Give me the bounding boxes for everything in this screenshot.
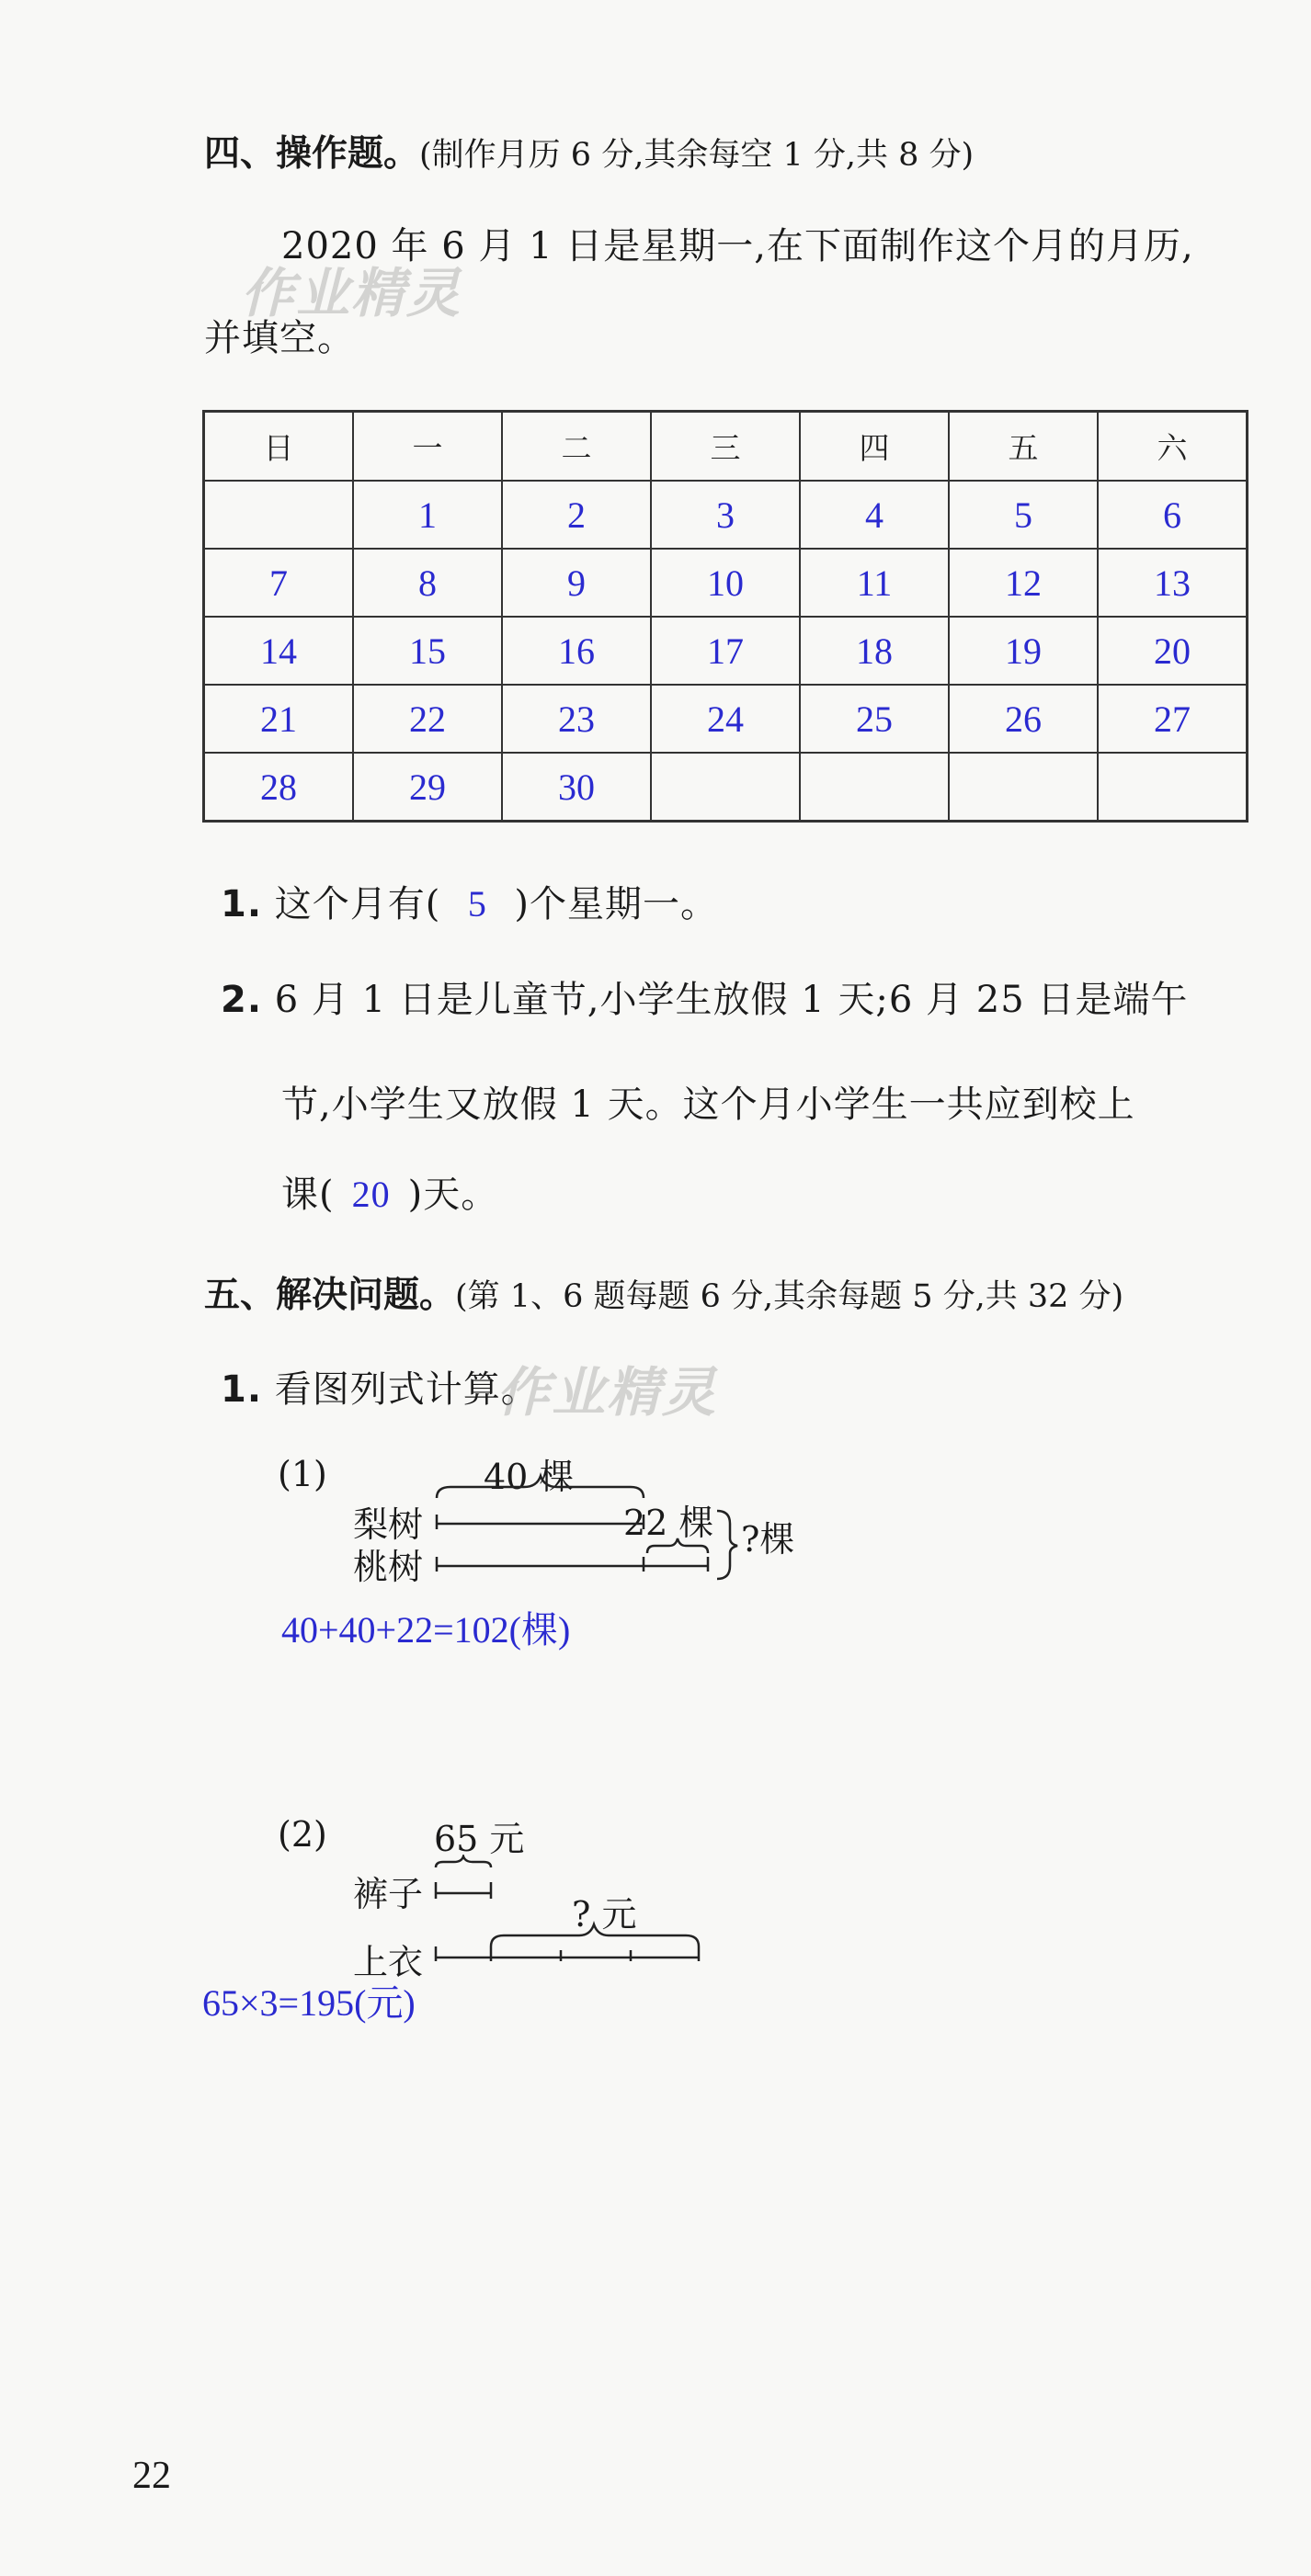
calendar-cell: 12 [949, 549, 1098, 617]
calendar-cell: 11 [800, 549, 949, 617]
brace-jacket [491, 1924, 699, 1946]
calendar-cell [1098, 753, 1248, 822]
calendar-table [202, 410, 1248, 823]
question-number: 1. [221, 883, 263, 925]
calendar-cell: 13 [1098, 549, 1248, 617]
problem2-question: ? 元 [572, 1894, 637, 1935]
calendar-header-row [204, 412, 1248, 482]
problem1-total: ?棵 [741, 1519, 795, 1560]
calendar-cell [651, 753, 800, 822]
calendar-cell: 18 [800, 617, 949, 685]
calendar-row [204, 617, 1248, 685]
calendar-cell: 9 [502, 549, 651, 617]
question-text: 6 月 1 日是儿童节,小学生放假 1 天;6 月 25 日是端午 [274, 979, 1189, 1021]
calendar-header-cell: 二 [502, 412, 651, 482]
section5-title: 五、解决问题。 [204, 1275, 456, 1316]
question-text: 看图列式计算。 [274, 1368, 539, 1411]
problem1-line-diagram [423, 1470, 754, 1590]
section4-question2-line3 [281, 1165, 498, 1218]
question-text: )个星期一。 [514, 883, 718, 925]
calendar-cell: 24 [651, 685, 800, 753]
problem2-row1-label: 裤子 [353, 1874, 424, 1914]
calendar-cell [204, 481, 354, 549]
calendar-cell: 1 [353, 481, 502, 549]
section5-question1 [221, 1360, 539, 1413]
brace-pants [436, 1856, 491, 1867]
question-text: 课( [281, 1174, 335, 1216]
section4-intro-line2: 并填空。 [204, 317, 355, 359]
section4-question1 [221, 875, 718, 927]
calendar-cell: 19 [949, 617, 1098, 685]
problem1-answer: 40+40+22=102(棵) [281, 1609, 571, 1651]
calendar-cell: 14 [204, 617, 354, 685]
calendar-row [204, 685, 1248, 753]
problem1-row1-label: 梨树 [353, 1504, 424, 1545]
brace-top [437, 1476, 644, 1498]
calendar-cell: 10 [651, 549, 800, 617]
problem2-top-value: 65 元 [434, 1819, 525, 1859]
calendar-cell: 7 [204, 549, 354, 617]
calendar-header-cell: 一 [353, 412, 502, 482]
calendar-cell: 26 [949, 685, 1098, 753]
answer-5: 5 [467, 883, 487, 925]
section5-heading [204, 1266, 1123, 1318]
question-text: )天。 [407, 1174, 499, 1216]
problem1-label: (1) [278, 1454, 327, 1494]
problem2-line-diagram [423, 1855, 717, 1965]
calendar-cell: 25 [800, 685, 949, 753]
section5-note: (第 1、6 题每题 6 分,其余每题 5 分,共 32 分) [455, 1278, 1124, 1315]
problem2-answer: 65×3=195(元) [202, 1982, 416, 2024]
brace-extra [647, 1538, 708, 1553]
calendar-cell: 21 [204, 685, 354, 753]
calendar-cell: 17 [651, 617, 800, 685]
problem1-top-value: 40 棵 [484, 1457, 575, 1497]
calendar-row [204, 481, 1248, 549]
calendar-cell: 22 [353, 685, 502, 753]
calendar-cell: 6 [1098, 481, 1248, 549]
calendar-cell: 28 [204, 753, 354, 822]
page-number: 22 [132, 2455, 171, 2497]
section4-note: (制作月历 6 分,其余每空 1 分,共 8 分) [419, 137, 975, 174]
watermark: 作业精灵 [496, 1361, 718, 1424]
calendar-cell: 4 [800, 481, 949, 549]
calendar-header-cell: 六 [1098, 412, 1248, 482]
question-number: 2. [221, 979, 263, 1021]
calendar-header-cell: 三 [651, 412, 800, 482]
calendar-header-cell: 四 [800, 412, 949, 482]
calendar-cell [800, 753, 949, 822]
section4-title: 四、操作题。 [204, 133, 420, 175]
calendar-row [204, 549, 1248, 617]
calendar-cell: 2 [502, 481, 651, 549]
section4-intro-line1: 2020 年 6 月 1 日是星期一,在下面制作这个月的月历, [281, 225, 1194, 267]
problem2-row2-label: 上衣 [353, 1942, 424, 1982]
calendar-cell: 27 [1098, 685, 1248, 753]
answer-20: 20 [351, 1174, 391, 1215]
question-text: 这个月有( [274, 883, 441, 925]
calendar-header-cell: 日 [204, 412, 354, 482]
watermark: 作业精灵 [241, 262, 462, 324]
section4-question2-line2: 节,小学生又放假 1 天。这个月小学生一共应到校上 [281, 1084, 1135, 1126]
calendar-cell: 23 [502, 685, 651, 753]
calendar-cell: 15 [353, 617, 502, 685]
calendar-cell: 5 [949, 481, 1098, 549]
brace-total [717, 1511, 737, 1579]
calendar-row [204, 753, 1248, 822]
section4-question2-line1 [221, 970, 1188, 1023]
calendar-cell: 20 [1098, 617, 1248, 685]
calendar-cell: 16 [502, 617, 651, 685]
problem2-label: (2) [278, 1814, 327, 1855]
calendar-cell: 29 [353, 753, 502, 822]
question-number: 1. [221, 1368, 263, 1411]
calendar-cell: 30 [502, 753, 651, 822]
section4-heading [204, 125, 974, 176]
problem1-extra-value: 22 棵 [623, 1503, 714, 1543]
calendar-cell [949, 753, 1098, 822]
problem1-row2-label: 桃树 [353, 1547, 424, 1587]
calendar-cell: 8 [353, 549, 502, 617]
calendar-header-cell: 五 [949, 412, 1098, 482]
calendar-cell: 3 [651, 481, 800, 549]
